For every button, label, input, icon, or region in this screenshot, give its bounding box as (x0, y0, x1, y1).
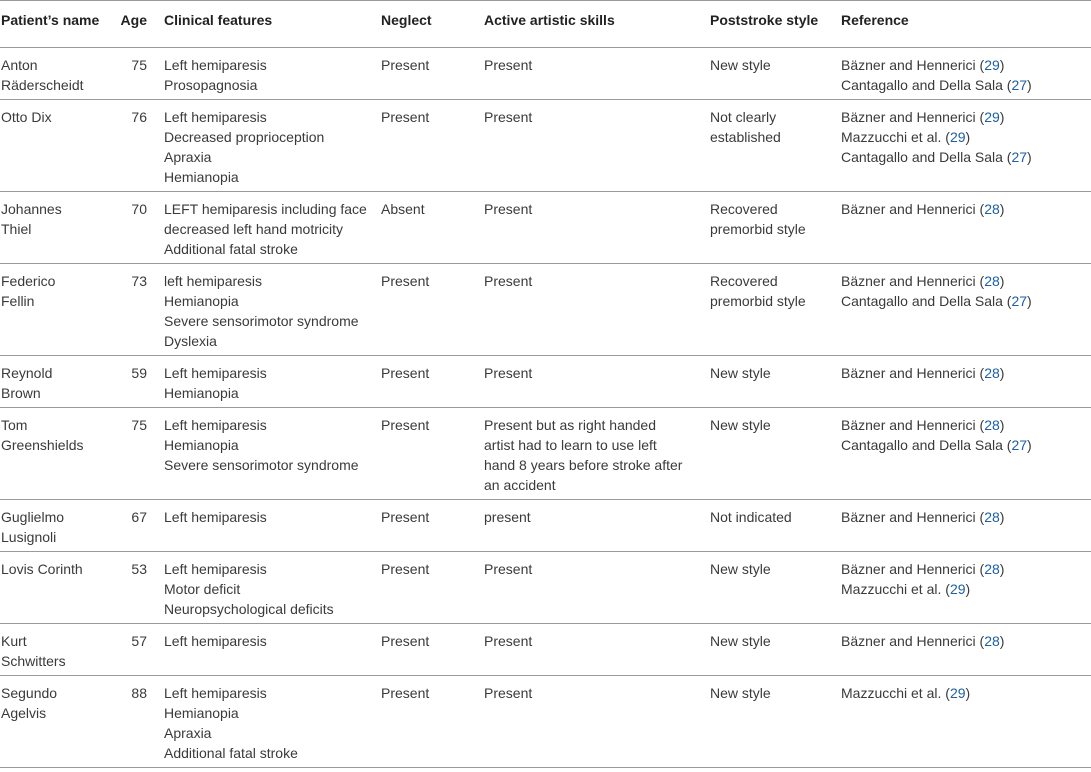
reference-close: ) (1027, 437, 1032, 453)
neglect-cell: Absent (381, 201, 425, 217)
reference-close: ) (965, 685, 971, 701)
patient-name: Anton (1, 57, 38, 73)
col-header-active: Active artistic skills (484, 12, 615, 28)
clinical-features-cell (164, 48, 381, 100)
active-skills-cell (484, 676, 710, 768)
active-skills-text: Present but as right handed (484, 417, 657, 433)
reference-link[interactable]: 28 (984, 633, 1000, 649)
reference-text: Mazzucchi et al. ( (841, 129, 950, 145)
table-row (0, 264, 1091, 356)
clinical-feature: Left hemiparesis (164, 57, 267, 73)
table-row (0, 500, 1091, 552)
clinical-feature: Additional fatal stroke (164, 241, 298, 257)
age-cell: 76 (131, 109, 147, 125)
reference-cell (841, 408, 1091, 500)
clinical-feature: Left hemiparesis (164, 561, 267, 577)
table-row (0, 356, 1091, 408)
reference-entry (841, 107, 1091, 127)
reference-text: Bäzner and Hennerici ( (841, 417, 985, 433)
clinical-feature: Hemianopia (164, 437, 239, 453)
poststroke-style-cell (710, 552, 841, 624)
patient-name-cell (0, 264, 107, 356)
reference-link[interactable]: 29 (984, 57, 1000, 73)
neglect-cell: Present (381, 561, 430, 577)
patient-name: Guglielmo (1, 509, 65, 525)
col-gap (147, 192, 164, 264)
reference-entry (841, 579, 1091, 599)
neglect-cell: Present (381, 417, 430, 433)
reference-entry (841, 55, 1091, 75)
col-header-reference: Reference (841, 12, 909, 28)
active-skills-text: Present (484, 201, 533, 217)
clinical-feature: Severe sensorimotor syndrome (164, 457, 359, 473)
active-skills-cell (484, 408, 710, 500)
neglect-cell: Present (381, 273, 430, 289)
poststroke-style-cell (710, 624, 841, 676)
reference-entry (841, 199, 1091, 219)
reference-cell (841, 624, 1091, 676)
col-gap (147, 1, 164, 48)
age-cell: 59 (131, 365, 147, 381)
table-row (0, 624, 1091, 676)
clinical-feature: Left hemiparesis (164, 109, 267, 125)
reference-link[interactable]: 28 (984, 201, 1000, 217)
poststroke-style-text: Recovered (710, 273, 778, 289)
poststroke-style-cell (710, 356, 841, 408)
patient-name-cell (0, 624, 107, 676)
patient-name-cell (0, 192, 107, 264)
reference-close: ) (999, 633, 1005, 649)
poststroke-style-cell (710, 192, 841, 264)
header-row (0, 1, 1091, 48)
active-skills-text: Present (484, 109, 533, 125)
patient-name: Reynold (1, 365, 53, 381)
reference-close: ) (1027, 293, 1032, 309)
clinical-feature: Hemianopia (164, 385, 239, 401)
neglect-cell: Present (381, 109, 430, 125)
reference-text: Bäzner and Hennerici ( (841, 561, 985, 577)
poststroke-style-text: premorbid style (710, 293, 806, 309)
reference-entry (841, 127, 1091, 147)
col-gap (147, 48, 164, 100)
reference-text: Bäzner and Hennerici ( (841, 273, 985, 289)
reference-link[interactable]: 28 (984, 365, 1000, 381)
neglect-cell: Present (381, 685, 430, 701)
poststroke-style-cell (710, 500, 841, 552)
col-header-name: Patient’s name (1, 12, 100, 28)
age-cell: 57 (131, 633, 147, 649)
clinical-features-cell (164, 500, 381, 552)
col-header-neglect: Neglect (381, 12, 432, 28)
clinical-features-cell (164, 356, 381, 408)
patient-name: Lovis Corinth (1, 561, 83, 577)
clinical-feature: Decreased proprioception (164, 129, 325, 145)
clinical-feature: Hemianopia (164, 705, 239, 721)
age-cell: 88 (131, 685, 147, 701)
reference-close: ) (999, 561, 1005, 577)
age-cell: 75 (131, 417, 147, 433)
clinical-feature: Motor deficit (164, 581, 241, 597)
age-cell: 70 (131, 201, 147, 217)
active-skills-cell (484, 356, 710, 408)
poststroke-style-text: New style (710, 561, 771, 577)
reference-link[interactable]: 27 (1011, 437, 1028, 453)
poststroke-style-text: premorbid style (710, 221, 806, 237)
clinical-feature: Neuropsychological deficits (164, 601, 334, 617)
col-gap (147, 624, 164, 676)
clinical-feature: Dyslexia (164, 333, 217, 349)
age-cell: 67 (131, 509, 147, 525)
col-header-clinical: Clinical features (164, 12, 273, 28)
poststroke-style-text: Not clearly (710, 109, 777, 125)
poststroke-style-text: Not indicated (710, 509, 792, 525)
active-skills-cell (484, 264, 710, 356)
active-skills-text: hand 8 years before stroke after (484, 457, 683, 473)
reference-cell (841, 264, 1091, 356)
reference-close: ) (999, 365, 1005, 381)
patient-name: Tom (1, 417, 28, 433)
reference-cell (841, 552, 1091, 624)
reference-cell (841, 356, 1091, 408)
table-row (0, 408, 1091, 500)
patient-name-cell (0, 356, 107, 408)
reference-text: Bäzner and Hennerici ( (841, 365, 985, 381)
clinical-feature: Left hemiparesis (164, 685, 267, 701)
active-skills-text: Present (484, 273, 533, 289)
clinical-features-cell (164, 676, 381, 768)
reference-close: ) (999, 417, 1005, 433)
patient-name: Kurt (1, 633, 27, 649)
reference-close: ) (999, 509, 1005, 525)
clinical-features-cell (164, 192, 381, 264)
reference-entry (841, 75, 1091, 95)
reference-text: Cantagallo and Della Sala ( (841, 77, 1012, 93)
poststroke-style-cell (710, 48, 841, 100)
reference-close: ) (965, 129, 971, 145)
reference-entry (841, 271, 1091, 291)
reference-cell (841, 500, 1091, 552)
poststroke-style-text: New style (710, 57, 771, 73)
patient-name: Brown (1, 385, 41, 401)
reference-text: Cantagallo and Della Sala ( (841, 293, 1012, 309)
clinical-feature: left hemiparesis (164, 273, 263, 289)
clinical-features-cell (164, 100, 381, 192)
clinical-feature: Left hemiparesis (164, 509, 267, 525)
poststroke-style-cell (710, 408, 841, 500)
clinical-feature: Apraxia (164, 149, 212, 165)
reference-text: Bäzner and Hennerici ( (841, 57, 985, 73)
active-skills-text: Present (484, 685, 533, 701)
reference-link[interactable]: 27 (1011, 149, 1028, 165)
reference-text: Cantagallo and Della Sala ( (841, 149, 1012, 165)
poststroke-style-text: Recovered (710, 201, 778, 217)
clinical-features-cell (164, 552, 381, 624)
clinical-feature: Apraxia (164, 725, 212, 741)
patient-name: Otto Dix (1, 109, 52, 125)
table-row (0, 192, 1091, 264)
clinical-feature: LEFT hemiparesis including face (164, 201, 367, 217)
reference-close: ) (1027, 77, 1032, 93)
poststroke-style-text: New style (710, 417, 771, 433)
patient-name-cell (0, 408, 107, 500)
reference-text: Bäzner and Hennerici ( (841, 109, 985, 125)
reference-close: ) (965, 581, 971, 597)
reference-link[interactable]: 28 (984, 417, 1000, 433)
reference-text: Bäzner and Hennerici ( (841, 509, 985, 525)
patient-name-cell (0, 552, 107, 624)
patient-name-cell (0, 500, 107, 552)
col-gap (147, 676, 164, 768)
reference-link[interactable]: 29 (984, 109, 1000, 125)
active-skills-text: present (484, 509, 531, 525)
active-skills-cell (484, 624, 710, 676)
clinical-features-cell (164, 408, 381, 500)
reference-close: ) (999, 273, 1005, 289)
patient-name-cell (0, 48, 107, 100)
reference-link[interactable]: 29 (949, 685, 966, 701)
col-gap (147, 264, 164, 356)
col-gap (147, 356, 164, 408)
clinical-feature: Prosopagnosia (164, 77, 258, 93)
clinical-feature: Left hemiparesis (164, 633, 267, 649)
reference-text: Mazzucchi et al. ( (841, 685, 950, 701)
reference-text: Cantagallo and Della Sala ( (841, 437, 1012, 453)
active-skills-cell (484, 100, 710, 192)
reference-link[interactable]: 28 (984, 509, 1000, 525)
active-skills-text: Present (484, 57, 533, 73)
neglect-cell: Present (381, 509, 430, 525)
poststroke-style-text: New style (710, 685, 771, 701)
reference-entry (841, 683, 1091, 703)
patient-name: Thiel (1, 221, 32, 237)
poststroke-style-text: New style (710, 633, 771, 649)
clinical-feature: decreased left hand motricity (164, 221, 343, 237)
table-row (0, 100, 1091, 192)
clinical-feature: Left hemiparesis (164, 417, 267, 433)
reference-entry (841, 631, 1091, 651)
patient-name: Federico (1, 273, 56, 289)
reference-link[interactable]: 29 (949, 129, 966, 145)
patient-name: Johannes (1, 201, 62, 217)
patient-name-cell (0, 100, 107, 192)
clinical-features-cell (164, 264, 381, 356)
active-skills-text: Present (484, 633, 533, 649)
table-header (0, 1, 1091, 48)
col-header-age: Age (120, 12, 147, 28)
col-gap (147, 552, 164, 624)
reference-entry (841, 435, 1091, 455)
reference-close: ) (1027, 149, 1032, 165)
reference-entry (841, 559, 1091, 579)
poststroke-style-cell (710, 100, 841, 192)
active-skills-cell (484, 552, 710, 624)
reference-link[interactable]: 28 (984, 273, 1000, 289)
age-cell: 53 (131, 561, 147, 577)
clinical-feature: Additional fatal stroke (164, 745, 298, 761)
patient-name: Räderscheidt (1, 77, 84, 93)
reference-text: Bäzner and Hennerici ( (841, 201, 985, 217)
reference-link[interactable]: 27 (1011, 293, 1028, 309)
reference-entry (841, 363, 1091, 383)
reference-text: Mazzucchi et al. ( (841, 581, 950, 597)
reference-cell (841, 192, 1091, 264)
active-skills-cell (484, 48, 710, 100)
clinical-feature: Severe sensorimotor syndrome (164, 313, 359, 329)
col-header-poststroke: Poststroke style (710, 12, 819, 28)
reference-close: ) (999, 57, 1005, 73)
clinical-features-cell (164, 624, 381, 676)
patient-name-cell (0, 676, 107, 768)
patient-name: Lusignoli (1, 529, 57, 545)
table-row (0, 552, 1091, 624)
reference-cell (841, 100, 1091, 192)
col-gap (147, 408, 164, 500)
patient-name: Fellin (1, 293, 35, 309)
col-gap (147, 500, 164, 552)
reference-cell (841, 48, 1091, 100)
col-gap (147, 100, 164, 192)
reference-entry (841, 291, 1091, 311)
patient-name: Agelvis (1, 705, 47, 721)
neglect-cell: Present (381, 365, 430, 381)
reference-close: ) (999, 201, 1005, 217)
clinical-feature: Left hemiparesis (164, 365, 267, 381)
table-body (0, 48, 1091, 768)
poststroke-style-cell (710, 676, 841, 768)
age-cell: 75 (131, 57, 147, 73)
reference-entry (841, 507, 1091, 527)
patient-name: Greenshields (1, 437, 84, 453)
reference-entry (841, 147, 1091, 167)
clinical-feature: Hemianopia (164, 169, 239, 185)
poststroke-style-cell (710, 264, 841, 356)
active-skills-cell (484, 500, 710, 552)
active-skills-text: Present (484, 561, 533, 577)
neglect-cell: Present (381, 633, 430, 649)
reference-close: ) (999, 109, 1005, 125)
patient-name: Segundo (1, 685, 58, 701)
table-row (0, 676, 1091, 768)
reference-link[interactable]: 29 (949, 581, 966, 597)
clinical-feature: Hemianopia (164, 293, 239, 309)
table-row (0, 48, 1091, 100)
neglect-cell: Present (381, 57, 430, 73)
poststroke-style-text: New style (710, 365, 771, 381)
patient-name: Schwitters (1, 653, 66, 669)
reference-link[interactable]: 28 (984, 561, 1000, 577)
poststroke-style-text: established (710, 129, 781, 145)
age-cell: 73 (131, 273, 147, 289)
active-skills-text: Present (484, 365, 533, 381)
reference-cell (841, 676, 1091, 768)
reference-link[interactable]: 27 (1011, 77, 1028, 93)
active-skills-cell (484, 192, 710, 264)
reference-text: Bäzner and Hennerici ( (841, 633, 985, 649)
active-skills-text: an accident (484, 477, 556, 493)
active-skills-text: artist had to learn to use left (484, 437, 657, 453)
reference-entry (841, 415, 1091, 435)
